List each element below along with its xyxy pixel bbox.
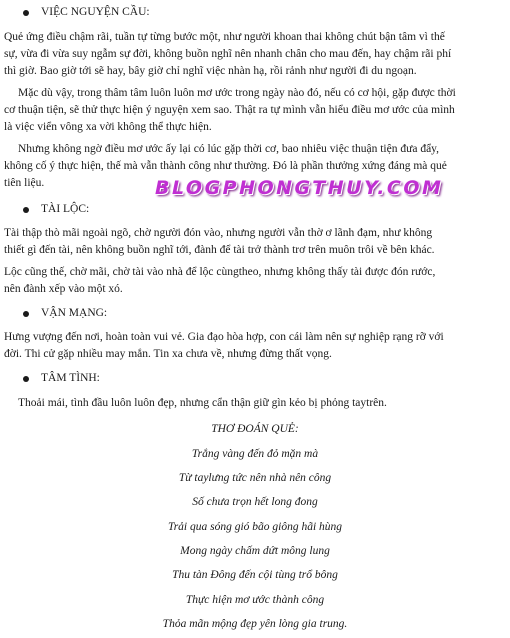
paragraph	[4, 85, 506, 136]
text-line: Tài thập thò mãi ngoài ngõ, chờ người đón vào, nhưng người vẫn thờ ơ lãnh đạm, như không	[4, 227, 433, 239]
text-line: đời. Thi cử gặp nhiều may mắn. Tin xa chưa về, nhưng đừng thất vọng.	[4, 348, 332, 360]
text-line: Thoải mái, tình đầu luôn luôn đẹp, nhưng cẩn thận giữ gìn kẻo bị phỏng taytrên.	[18, 397, 387, 409]
poem-line: Trải qua sóng gió bão giông hãi hùng	[167, 521, 343, 533]
poem-line: Từ taylưng tức nên nhà nên công	[178, 472, 332, 484]
text-line: nên đành xếp vào một xó.	[4, 283, 123, 295]
bullet-icon	[23, 207, 29, 213]
heading-label: TÂM TÌNH:	[41, 372, 100, 384]
text-line: thiết gì đến tài, nên không buồn nghĩ tới, đành để tài trở thành trơ trên muôn trôi về bên khác.	[4, 244, 435, 256]
paragraph	[4, 264, 506, 298]
bullet-icon	[23, 376, 29, 382]
text-line: cơ thuận tiện, sẽ thử thực hiện ý nguyện xem sao. Thật ra tự mình vẫn hiểu điều mơ ước của mình	[4, 104, 455, 116]
poem-line: Thực hiện mơ ước thành công	[185, 594, 325, 606]
text-line: Lộc cũng thế, chờ mãi, chờ tài vào nhà để lộc cùngtheo, nhưng không thấy tài được đón rước,	[4, 266, 436, 278]
text-line: thì giờ. Bao giờ tới sẽ hay, bây giờ chỉ nghĩ việc nhàn hạ, rồi rảnh như người đi du ngoạn.	[4, 65, 417, 77]
poem-title: THƠ ĐOÁN QUẺ:	[211, 423, 299, 435]
text-line: sự, vừa đi vừa suy ngẫm sự đời, không buồn nghĩ nên nhanh chân cho mau đến, hay chậm rãi phí	[4, 48, 452, 60]
bullet-icon	[23, 311, 29, 317]
text-line: không cố ý thực hiện, thế mà vẫn thành công như thường. Đó là phần thưởng xứng đáng mà quẻ	[4, 160, 447, 172]
poem-line: Mong ngày chấm dứt mông lung	[180, 545, 330, 557]
text-line: tiên liệu.	[4, 177, 45, 189]
heading-label: VIỆC NGUYỆN CẦU:	[41, 6, 150, 18]
bullet-icon	[23, 10, 29, 16]
poem-line: Thu tàn Đông đến cội tùng trổ bông	[172, 569, 338, 581]
text-line: Quẻ ứng điều chậm rãi, tuần tự từng bước một, như người khoan thai không chút bận tâm vì thế	[4, 31, 445, 43]
poem-line: Trắng vàng đến đỏ mặn mà	[191, 448, 319, 460]
text-line: Hưng vượng đến nơi, hoàn toàn vui vẻ. Gia đạo hòa hợp, con cái làm nên sự nghiệp rạng rỡ với	[4, 331, 444, 343]
poem-line: Số chưa trọn hết long đong	[192, 496, 318, 508]
text-line: là việc viển vông xa vời không thể thực hiện.	[4, 121, 212, 133]
paragraph	[4, 395, 506, 412]
text-line: Mặc dù vậy, trong thâm tâm luôn luôn mơ ước trong ngày nào đó, nếu có cơ hội, gặp được thời	[18, 87, 456, 99]
paragraph	[4, 225, 506, 259]
text-line: Nhưng không ngờ điều mơ ước ấy lại có lúc gặp thời cơ, bao nhiêu việc thuận tiện đưa đẩy,	[18, 143, 440, 155]
heading-label: TÀI LỘC:	[41, 203, 90, 215]
paragraph	[4, 329, 506, 363]
site-watermark: BLOGPHONGTHUY.COM	[155, 177, 444, 199]
poem-line: Thỏa mãn mộng đẹp yên lòng gia trung.	[162, 618, 348, 630]
paragraph	[4, 29, 506, 80]
heading-label: VẬN MẠNG:	[41, 307, 108, 319]
